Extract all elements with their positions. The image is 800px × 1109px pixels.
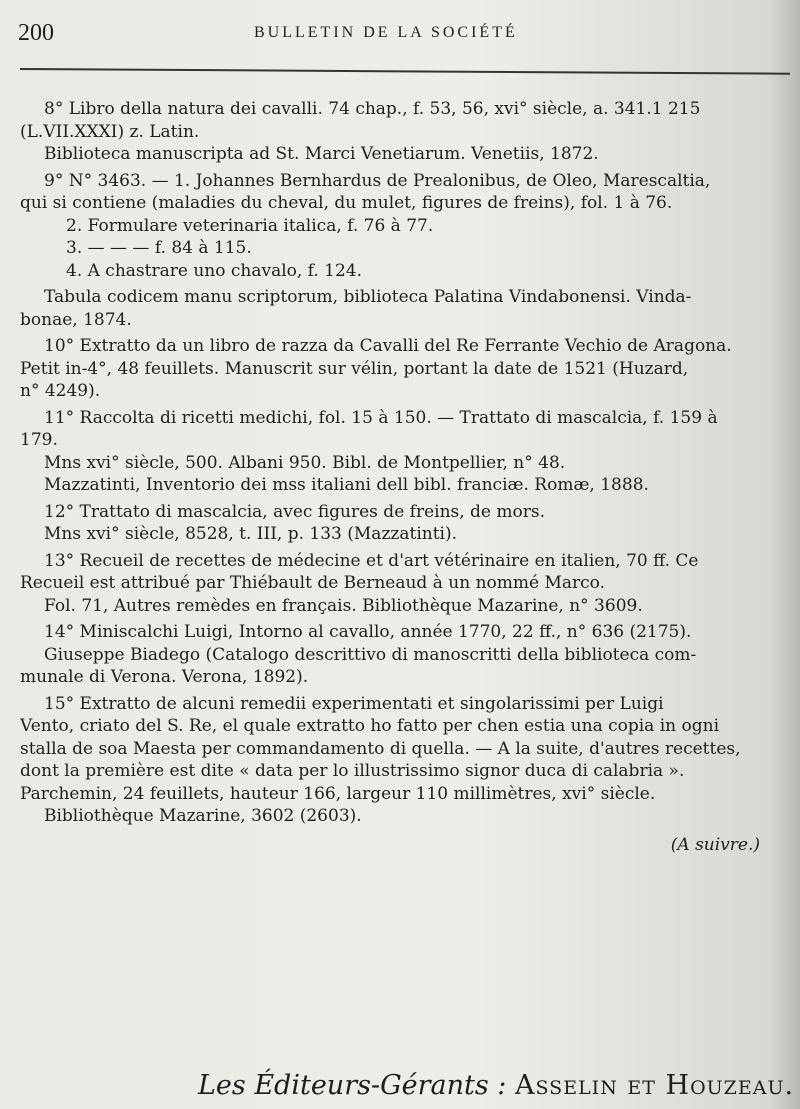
text-line: 13° Recueil de recettes de médecine et d'art vétérinaire en italien, 70 ff. Ce <box>44 550 699 571</box>
text-line: 3. — — — f. 84 à 115. <box>66 238 252 258</box>
text-line: 14° Miniscalchi Luigi, Intorno al cavallo, année 1770, 22 ff., n° 636 (2175). <box>44 622 692 642</box>
text-line: Tabula codicem manu scriptorum, biblioteca Palatina Vindabonensi. Vinda- <box>44 287 692 307</box>
entry-lines <box>20 98 790 828</box>
publisher-footer <box>198 1070 794 1101</box>
body-text <box>20 98 790 856</box>
text-line: 12° Trattato di mascalcia, avec figures de freins, de mors. <box>44 501 546 522</box>
text-line: qui si contiene (maladies du cheval, du mulet, figures de freins), fol. 1 à 76. <box>20 193 673 213</box>
page-header <box>18 20 788 54</box>
text-line: 9° N° 3463. — 1. Johannes Bernhardus de Prealonibus, de Oleo, Marescaltia, <box>44 170 711 191</box>
running-head: BULLETIN DE LA SOCIÉTÉ <box>254 24 518 41</box>
text-line: stalla de soa Maesta per commandamento di quella. — A la suite, d'autres recettes, <box>20 738 741 759</box>
text-line: munale di Verona. Verona, 1892). <box>20 667 309 687</box>
text-line: Recueil est attribué par Thiébault de Berneaud à un nommé Marco. <box>20 573 605 593</box>
text-line: 8° Libro della natura dei cavalli. 74 chap., f. 53, 56, xvi° siècle, a. 341.1 215 <box>44 99 701 119</box>
text-line: 2. Formulare veterinaria italica, f. 76 à 77. <box>66 215 434 236</box>
header-rule <box>20 68 790 75</box>
text-line: Giuseppe Biadego (Catalogo descrittivo di manoscritti della biblioteca com- <box>44 644 697 665</box>
text-line: 11° Raccolta di ricetti medichi, fol. 15 à 150. — Trattato di mascalcia, f. 159 à <box>44 407 718 428</box>
text-line: Mns xvi° siècle, 500. Albani 950. Bibl. de Montpellier, n° 48. <box>44 452 566 473</box>
text-line: (L.VII.XXXI) z. Latin. <box>20 121 200 142</box>
text-line: Bibliothèque Mazarine, 3602 (2603). <box>44 806 362 826</box>
text-line: bonae, 1874. <box>20 309 132 330</box>
editors-names: Asselin et Houzeau. <box>515 1070 795 1101</box>
text-line: 4. A chastrare uno chavalo, f. 124. <box>66 260 363 281</box>
text-line: 15° Extratto de alcuni remedii experimentati et singolarissimi per Luigi <box>44 693 664 714</box>
editors-label: Les Éditeurs-Gérants : <box>198 1070 507 1101</box>
page-number: 200 <box>18 20 54 46</box>
text-line: 179. <box>20 430 58 450</box>
text-line: Mazzatinti, Inventorio dei mss italiani dell bibl. franciæ. Romæ, 1888. <box>44 475 649 495</box>
text-line: dont la première est dite « data per lo illustrissimo signor duca di calabria ». <box>20 761 685 781</box>
text-line: Biblioteca manuscripta ad St. Marci Venetiarum. Venetiis, 1872. <box>44 144 599 164</box>
text-line: Mns xvi° siècle, 8528, t. III, p. 133 (Mazzatinti). <box>44 524 458 544</box>
text-line: Parchemin, 24 feuillets, hauteur 166, largeur 110 millimètres, xvi° siècle. <box>20 783 656 804</box>
text-line: n° 4249). <box>20 381 101 401</box>
to-be-continued: (A suivre.) <box>670 834 760 855</box>
text-line: Petit in-4°, 48 feuillets. Manuscrit sur vélin, portant la date de 1521 (Huzard, <box>20 358 689 379</box>
text-line: Fol. 71, Autres remèdes en français. Bibliothèque Mazarine, n° 3609. <box>44 595 643 616</box>
text-line: 10° Extratto da un libro de razza da Cavalli del Re Ferrante Vechio de Aragona. <box>44 336 732 356</box>
text-line: Vento, criato del S. Re, el quale extratto ho fatto per chen estia una copia in ogni <box>20 716 720 736</box>
